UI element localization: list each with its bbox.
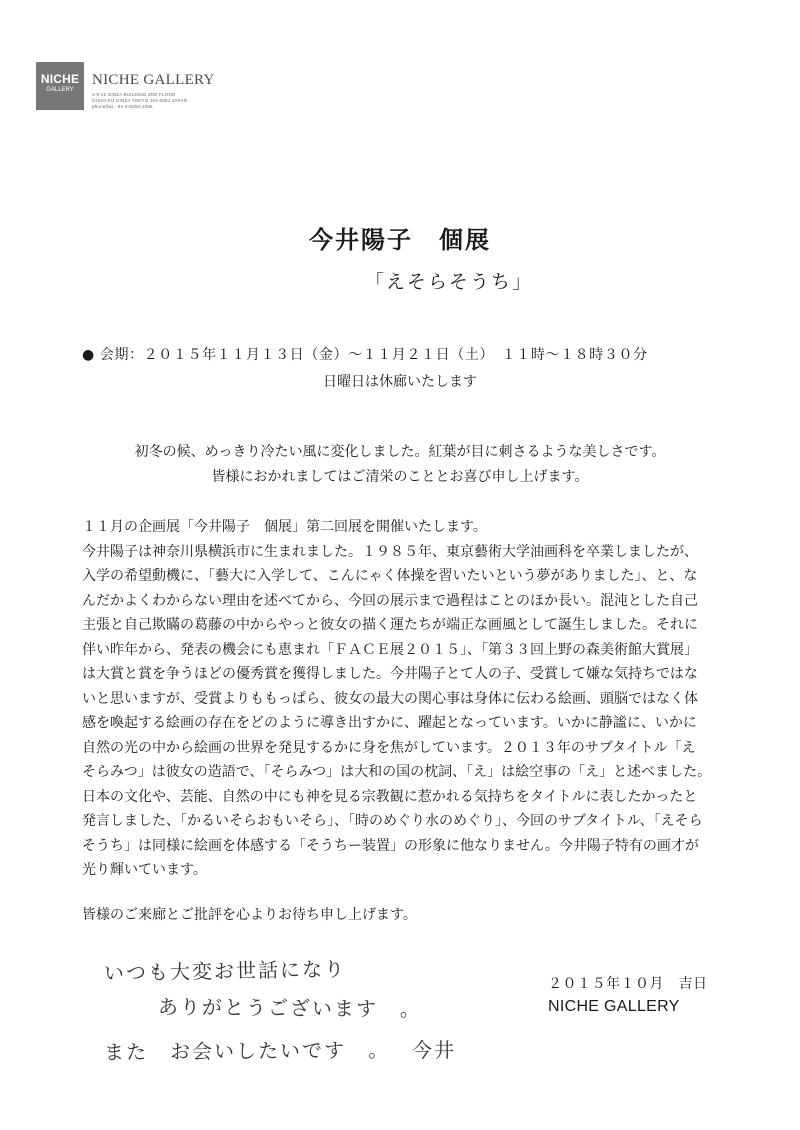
body-line: んだかよくわからない理由を述べてから、今回の展示まで過程はことのほか長い。混沌とした自己 xyxy=(82,592,698,609)
body-line: 入学の希望動機に、「藝大に入学して、こんにゃく体操を習いたいという夢がありました」、と、な xyxy=(82,568,698,584)
greeting-line: 初冬の候、めっきり冷たい風に変化しました。紅葉が目に刺さるような美しさです。 xyxy=(134,444,666,460)
exhibition-period: ● 会期：２０１５年１１月１３日（金）～１１月２１日（土） １１時～１８時３０分 xyxy=(82,347,648,363)
address-line: phone/fax : 81-3-5250-1066 xyxy=(92,104,153,109)
body-line: 日本の文化や、芸能、自然の中にも神を見る宗教観に惹かれる気持ちをタイトルに表したかったと xyxy=(82,788,698,805)
handwritten-line: また お会いしたいです 。 xyxy=(103,1037,391,1065)
exhibition-subtitle: 「えそらそうち」 xyxy=(365,271,534,293)
body-line: 主張と自己欺瞞の葛藤の中からやっと彼女の描く運たちが端正な画風として誕生しました。それに xyxy=(82,617,698,633)
gallery-logo xyxy=(36,62,84,110)
body-line: そらみつ」は彼女の造語で、「そらみつ」は大和の国の枕詞、「え」は絵空事の「え」と述べました。 xyxy=(82,764,712,780)
body-text xyxy=(82,515,722,883)
body-line: いと思いますが、受賞よりももっぱら、彼女の最大の関心事は身体に伝わる絵画、頭脳ではなく体 xyxy=(82,690,698,707)
handwritten-line: いつも大変お世話になり xyxy=(103,956,347,986)
letter-sender: NICHE GALLERY xyxy=(548,998,680,1015)
closing-line: 皆様のご来廊とご批評を心よりお待ち申し上げます。 xyxy=(82,907,417,923)
body-line: １１月の企画展「今井陽子 個展」第二回展を開催いたします。 xyxy=(82,519,487,535)
body-line: 発言しました、「かるいそらおもいそら」、「時のめぐり水のめぐり」、今回のサブタイトル、「えそら xyxy=(82,813,703,829)
address-line: CHUO-KU GINZA TOKYO 104-0061 JAPAN xyxy=(92,98,188,103)
handwritten-line: ありがとうございます 。 xyxy=(157,994,423,1022)
body-line: 感を喚起する絵画の存在をどのように導き出すかに、躍起となっています。いかに静謐に、いかに xyxy=(82,715,697,731)
body-line: そうち」は同様に絵画を体感する「そうちー装置」の形象に他なりません。今井陽子特有の画才が xyxy=(82,837,699,854)
body-line: 今井陽子は神奈川県横浜市に生まれました。１９８５年、東京藝術大学油画科を卒業しましたが、 xyxy=(82,543,698,560)
gallery-name: NICHE GALLERY xyxy=(92,72,215,88)
logo-line-2: GALLERY xyxy=(46,87,74,93)
body-line: 光り輝いています。 xyxy=(82,862,207,878)
logo-line-1: NICHE xyxy=(40,72,80,86)
body-line: 伴い昨年から、発表の機会にも恵まれ「ＦＡＣＥ展２０１５」、「第３３回上野の森美術館大賞展」 xyxy=(82,641,698,658)
address-line: 2-9-15 GINZA BUILDING 3RD FLOOR xyxy=(92,92,176,97)
closed-day-note: 日曜日は休廊いたします xyxy=(323,374,477,390)
handwritten-signature: 今井 xyxy=(412,1038,456,1062)
exhibition-title: 今井陽子 個展 xyxy=(309,226,491,254)
body-line: は大賞と賞を争うほどの優秀賞を獲得しました。今井陽子とて人の子、受賞して嫌な気持ちではな xyxy=(82,666,698,682)
letter-date: ２０１５年１０月 吉日 xyxy=(548,976,708,992)
greeting-line: 皆様におかれましてはご清栄のこととお喜び申し上げます。 xyxy=(211,469,589,485)
body-line: 自然の光の中から絵画の世界を発見するかに身を焦がしています。２０１３年のサブタイトル「え xyxy=(82,739,696,756)
